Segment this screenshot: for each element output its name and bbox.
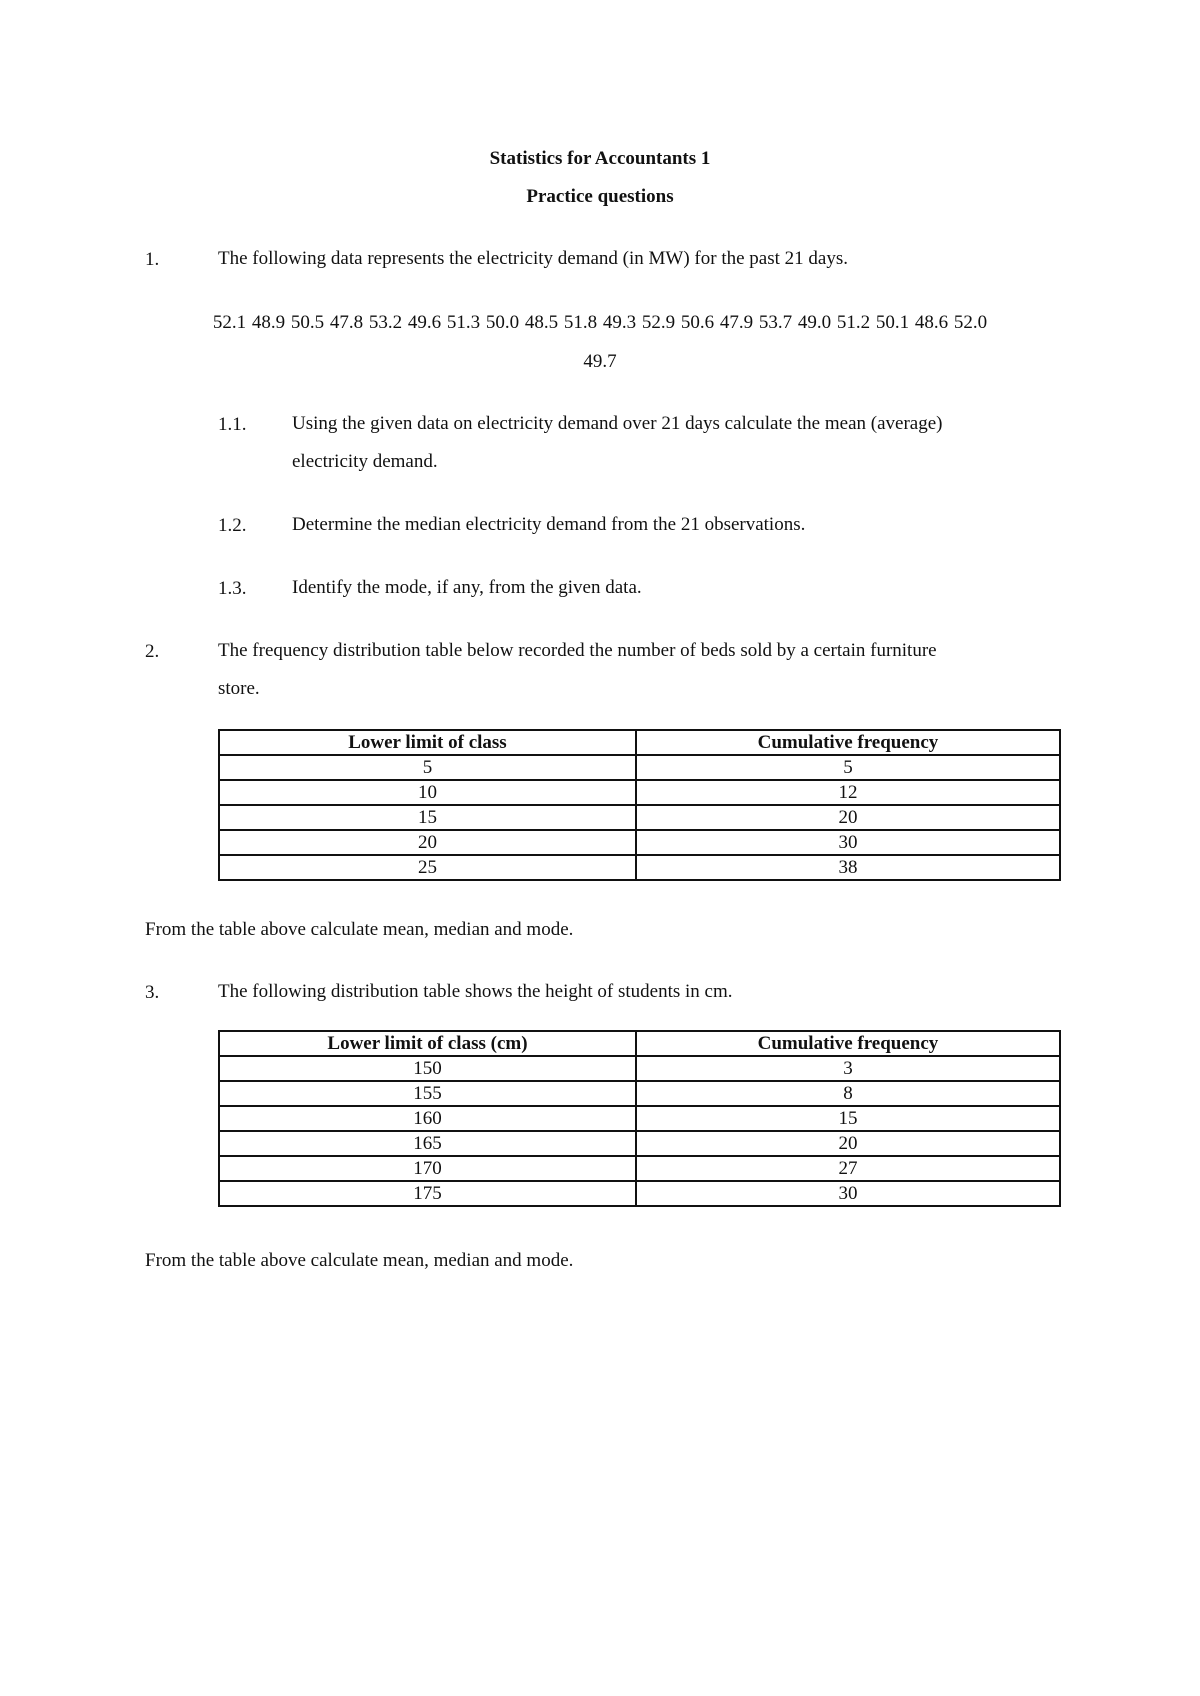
- table-cell: 3: [636, 1056, 1060, 1081]
- table-row: [219, 1156, 1060, 1181]
- table-cell: 12: [636, 780, 1060, 805]
- table-cell: 38: [636, 855, 1060, 880]
- table-cell: 8: [636, 1081, 1060, 1106]
- question-2-line-2: store.: [218, 678, 260, 699]
- question-1-text: The following data represents the electricity demand (in MW) for the past 21 days.: [218, 248, 848, 269]
- question-2-instruction: From the table above calculate mean, median and mode.: [145, 919, 574, 940]
- question-2-number: 2.: [145, 641, 160, 662]
- table-row: [219, 1056, 1060, 1081]
- table-cell: 15: [636, 1106, 1060, 1131]
- table-header-cell: Lower limit of class: [219, 730, 636, 755]
- question-1-1-line-2: electricity demand.: [292, 451, 438, 472]
- document-subtitle: Practice questions: [526, 186, 674, 207]
- table-cell: 150: [219, 1056, 636, 1081]
- table-row: [219, 855, 1060, 880]
- table-cell: 20: [636, 805, 1060, 830]
- question-1-1-number: 1.1.: [218, 414, 247, 435]
- table-header-cell: Lower limit of class (cm): [219, 1031, 636, 1056]
- question-1-1-line-1: Using the given data on electricity demand over 21 days calculate the mean (average): [292, 413, 943, 434]
- table-cell: 155: [219, 1081, 636, 1106]
- table-header-cell: Cumulative frequency: [636, 730, 1060, 755]
- question-2-text: [218, 632, 1060, 708]
- question-1-3-text: Identify the mode, if any, from the given data.: [292, 577, 642, 598]
- table-cell: 27: [636, 1156, 1060, 1181]
- table-cell: 5: [636, 755, 1060, 780]
- table-row: [219, 755, 1060, 780]
- table-cell: 10: [219, 780, 636, 805]
- table-cell: 160: [219, 1106, 636, 1131]
- table-cell: 20: [219, 830, 636, 855]
- table-row: [219, 805, 1060, 830]
- table-header-row: [219, 1031, 1060, 1056]
- question-1-number: 1.: [145, 249, 160, 270]
- table-cell: 165: [219, 1131, 636, 1156]
- table-row: [219, 1131, 1060, 1156]
- table-cell: 20: [636, 1131, 1060, 1156]
- table-cell: 15: [219, 805, 636, 830]
- question-1-data-line-2: 49.7: [583, 351, 617, 372]
- table-row: [219, 1181, 1060, 1206]
- table-row: [219, 1081, 1060, 1106]
- table-row: [219, 830, 1060, 855]
- table-cell: 30: [636, 830, 1060, 855]
- table-row: [219, 780, 1060, 805]
- question-1-2-text: Determine the median electricity demand from the 21 observations.: [292, 514, 806, 535]
- table-cell: 5: [219, 755, 636, 780]
- question-3-number: 3.: [145, 982, 160, 1003]
- question-1-1-text: [292, 405, 1062, 481]
- document-title: Statistics for Accountants 1: [489, 148, 711, 169]
- question-1-data-line-1: 52.1 48.9 50.5 47.8 53.2 49.6 51.3 50.0 48.5 51.8 49.3 52.9 50.6 47.9 53.7 49.0 51.2 50.1 48.6 52.0: [212, 312, 988, 333]
- question-2-line-1: The frequency distribution table below recorded the number of beds sold by a certain furniture: [218, 640, 937, 661]
- question-3-instruction: From the table above calculate mean, median and mode.: [145, 1250, 574, 1271]
- table-row: [219, 1106, 1060, 1131]
- table-header-cell: Cumulative frequency: [636, 1031, 1060, 1056]
- question-1-3-number: 1.3.: [218, 578, 247, 599]
- height-frequency-table: [218, 1030, 1061, 1207]
- question-1-2-number: 1.2.: [218, 515, 247, 536]
- question-3-text: The following distribution table shows the height of students in cm.: [218, 981, 733, 1002]
- table-cell: 170: [219, 1156, 636, 1181]
- table-cell: 30: [636, 1181, 1060, 1206]
- beds-frequency-table: [218, 729, 1061, 881]
- table-cell: 25: [219, 855, 636, 880]
- table-cell: 175: [219, 1181, 636, 1206]
- table-header-row: [219, 730, 1060, 755]
